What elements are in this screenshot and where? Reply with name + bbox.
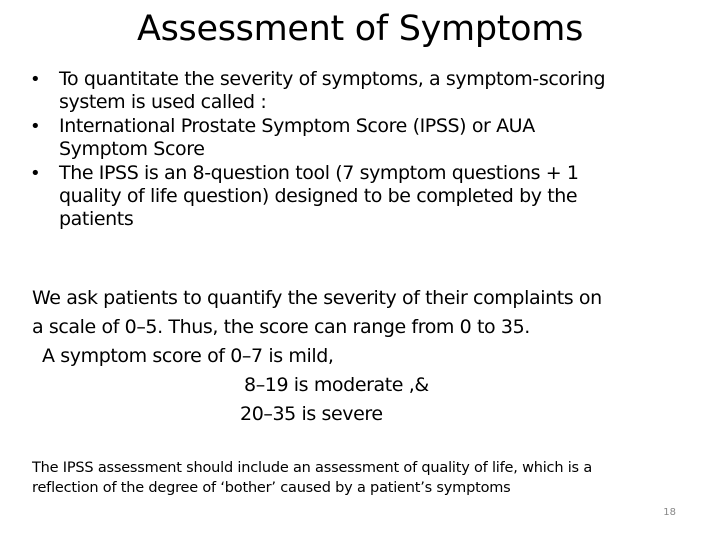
score-mild-line: A symptom score of 0–7 is mild, <box>42 345 334 367</box>
bullet-text-line: Symptom Score <box>59 138 205 160</box>
bullet-item <box>30 115 700 161</box>
quality-of-life-note <box>32 458 692 498</box>
bullet-text-line: To quantitate the severity of symptoms, a symptom-scoring <box>59 68 606 90</box>
bullet-text-line: The IPSS is an 8-question tool (7 symptom questions + 1 <box>59 162 579 184</box>
note-line: reflection of the degree of ‘bother’ caused by a patient’s symptoms <box>32 480 511 496</box>
page-number: 18 <box>663 507 676 518</box>
bullet-text-line: quality of life question) designed to be completed by the <box>59 185 578 207</box>
score-moderate-line: 8–19 is moderate ,& <box>244 374 429 396</box>
paragraph-line: a scale of 0–5. Thus, the score can range from 0 to 35. <box>32 316 530 338</box>
score-paragraph <box>32 284 702 429</box>
bullet-dot-icon: • <box>30 163 41 184</box>
bullet-item <box>30 68 700 114</box>
bullet-dot-icon: • <box>30 116 41 137</box>
note-line: The IPSS assessment should include an assessment of quality of life, which is a <box>32 460 593 476</box>
bullet-list <box>30 68 700 232</box>
bullet-text-line: International Prostate Symptom Score (IPSS) or AUA <box>59 115 535 137</box>
paragraph-line: We ask patients to quantify the severity of their complaints on <box>32 287 602 309</box>
slide-title: Assessment of Symptoms <box>136 9 584 49</box>
score-severe-line: 20–35 is severe <box>240 403 383 425</box>
bullet-text-line: system is used called : <box>59 91 267 113</box>
bullet-text-line: patients <box>59 208 134 230</box>
bullet-item <box>30 162 700 231</box>
bullet-dot-icon: • <box>30 69 41 90</box>
